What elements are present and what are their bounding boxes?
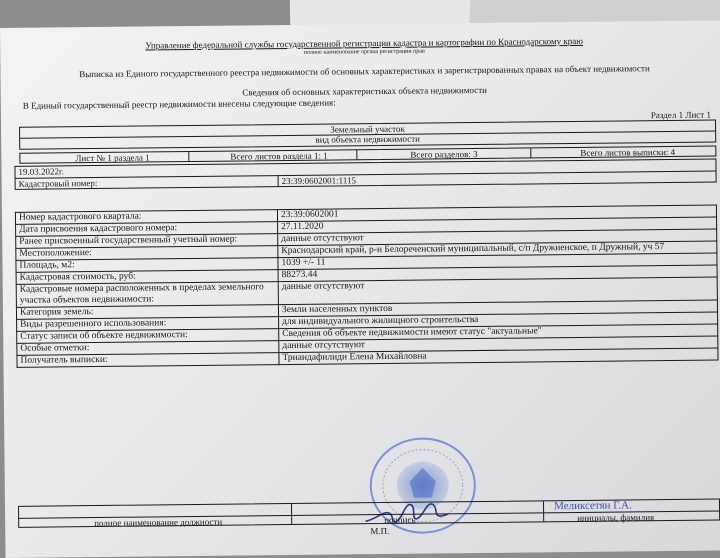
property-value: 23:39:0602001 xyxy=(277,205,716,222)
property-label: Дата присвоения кадастрового номера: xyxy=(16,222,278,237)
property-value: Краснодарский край, р-н Белореченский муниципальный, с/п Дружненское, п Дружный, уч 57 xyxy=(278,241,717,258)
signature-caption: подпись xyxy=(384,514,416,526)
section-reference: Раздел 1 Лист 1 xyxy=(650,109,711,121)
property-label: Местоположение: xyxy=(16,246,278,261)
agency-caption: полное наименование органа регистрации прав xyxy=(303,48,425,56)
signature-block xyxy=(18,498,720,527)
total-sections: Всего разделов: 3 xyxy=(410,149,478,160)
extract-page xyxy=(8,32,720,554)
seal-caption: М.П. xyxy=(370,525,390,537)
property-value: Земли населенных пунктов xyxy=(278,300,717,317)
property-value: данные отсутствуют xyxy=(279,336,718,353)
object-type-box xyxy=(19,120,716,150)
property-label: Ранее присвоенный государственный учетный номер: xyxy=(16,234,278,249)
property-value: данные отсутствуют xyxy=(278,277,717,305)
total-sheets-section: Всего листов раздела 1: 1 xyxy=(230,150,328,162)
property-value: 27.11.2020 xyxy=(278,217,717,234)
property-value: 88273.44 xyxy=(278,265,717,282)
property-label: Площадь, м2: xyxy=(16,258,278,273)
property-label: Особые отметки: xyxy=(17,341,279,356)
property-value: для индивидуального жилищного строительства xyxy=(279,312,718,329)
document-title: Выписка из Единого государственного реестра недвижимости об основных характеристиках и зарегистрированных правах на объект недвижимости xyxy=(79,63,650,80)
extract-date: 19.03.2022г. xyxy=(18,166,64,177)
property-value: Триандафилиди Елена Михайловна xyxy=(279,348,718,365)
property-label: Кадастровые номера расположенных в пределах земельного участка объектов недвижимости: xyxy=(16,282,278,308)
document-subtitle: Сведения об основных характеристиках объекта недвижимости xyxy=(242,84,488,98)
property-label: Получатель выписки: xyxy=(17,353,279,368)
position-caption: полное наименование должности xyxy=(94,516,223,529)
signer-name: Меликсетян Г.А. xyxy=(553,499,632,513)
object-type-caption: вид объекта недвижимости xyxy=(315,133,420,145)
property-label: Виды разрешенного использования: xyxy=(17,317,279,332)
cadastral-number: 23:39:0602001:1115 xyxy=(281,175,357,187)
property-value: Сведения об объекте недвижимости имеют статус "актуальные" xyxy=(279,324,718,341)
property-label: Номер кадастрового квартала: xyxy=(15,210,277,225)
object-type: Земельный участок xyxy=(330,123,405,135)
total-sheets-extract: Всего листов выписки: 4 xyxy=(580,146,676,158)
property-label: Статус записи об объекте недвижимости: xyxy=(17,329,279,344)
property-label: Категория земель: xyxy=(16,305,278,320)
property-value: данные отсутствуют xyxy=(278,229,717,246)
name-caption: инициалы, фамилия xyxy=(577,512,655,523)
cadastral-label: Кадастровый номер: xyxy=(18,177,98,189)
agency-name: Управление федеральной службы государственной регистрации кадастра и картографии по Краснодарскому краю xyxy=(145,35,584,51)
intro-text: В Единый государственный реестр недвижимости внесены следующие сведения: xyxy=(22,97,336,111)
document-sheet xyxy=(0,20,720,558)
properties-table xyxy=(15,205,719,368)
sheet-number: Лист № 1 раздела 1 xyxy=(75,152,150,164)
property-value: 1039 +/- 11 xyxy=(278,253,717,270)
property-label: Кадастровая стоимость, руб: xyxy=(16,270,278,285)
cadastral-box xyxy=(14,159,716,190)
